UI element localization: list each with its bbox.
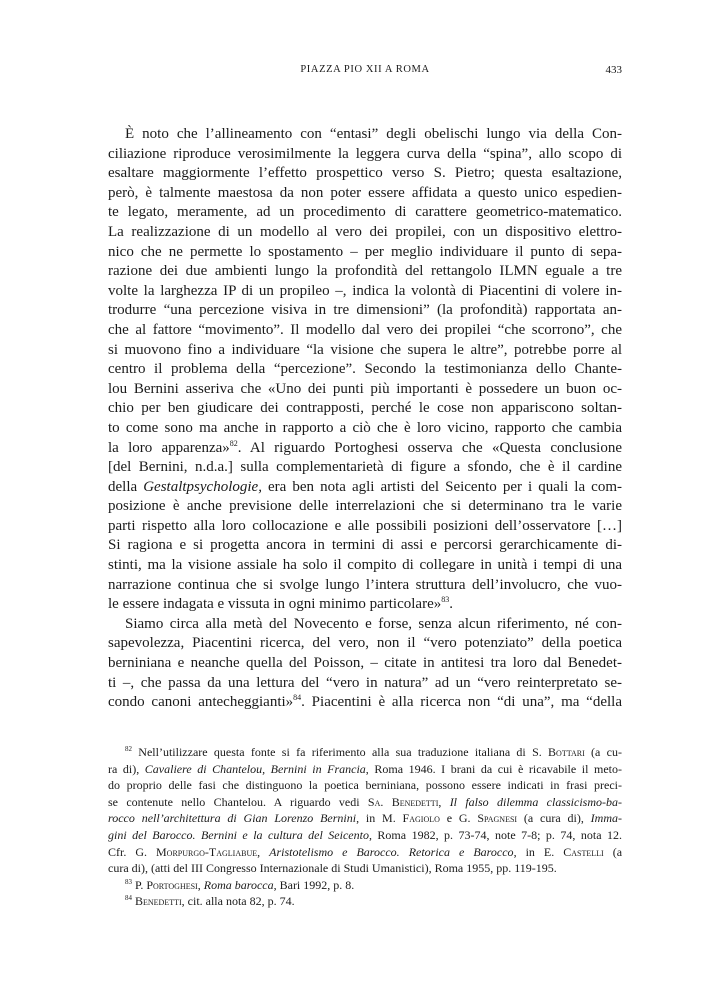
text-line: narrazione continua che si svolge lungo l’intera struttura dell’involucro, che vuo- [108,576,622,593]
text-line: Siamo circa alla metà del Novecento e forse, senza alcun riferimento, né con- [125,615,622,632]
text-line: lou Bernini asseriva che «Uno dei punti più importanti è possedere un buon oc- [108,380,622,397]
author-name: Benedetti [135,894,182,909]
text-run: Nell’utilizzare questa fonte si fa riferimento alla sua traduzione italiana di S. [138,745,549,759]
text-line: chio per ben giudicare dei contrapposti, perché le cose non appariscono soltan- [108,400,622,417]
footnote-82-line [108,810,622,827]
text-line: parti rispetto alla loro collocazione e alle possibili posizioni dell’osservatore […] [108,517,622,534]
text-run: (a cura di), [517,811,591,826]
text-line: però, è talmente maestosa da non poter essere affidata a questo unico espedien- [108,184,622,201]
note-ref-83[interactable]: 83 [441,595,450,605]
text-line: ciliazione riproduce verosimilmente la leggera curva della “spina”, allo scopo di [108,145,622,162]
text-run: , [257,844,270,859]
book-title: Aristotelismo e Barocco. Retorica e Barocco [269,844,514,859]
text-line: si muovono fino a individuare “la visione che supera le altre”, potrebbe porre al [108,341,622,358]
text-line: esaltare maggiormente l’effetto prospettico verso S. Pietro; questa esaltazione, [108,165,622,182]
text-line [108,478,622,498]
book-title: Roma barocca [203,877,274,892]
text-run: (a cu- [584,745,622,759]
footnote-number: 82 [125,745,132,753]
text-run: , in E. [513,844,564,859]
footnote-number: 84 [125,894,132,903]
text-line: La realizzazione di un modello al vero dei propilei, con un dispositivo elettro- [108,223,622,240]
text-run: Cfr. G. [108,844,157,859]
text-run: della [108,478,144,495]
text-line: che al fattore “movimento”. Il modello dal vero dei propilei “che scorrono”, che [108,321,622,338]
text-line: posizione è anche previsione delle interrelazioni che si determinano tra le varie [108,498,622,515]
text-line [108,693,622,713]
text-run: se contenute nello Chantelou. A riguardo vedi [108,794,368,809]
text-run: , in M. [356,811,403,826]
text-run: e G. [439,811,478,826]
text-run: , cit. alla nota 82, p. 74. [181,894,295,909]
author-name: Bottari [548,745,585,759]
footnote-number: 83 [125,877,132,886]
author-name: Spagnesi [477,811,518,826]
text-run: , [438,794,450,809]
book-title: gini del Barocco. Bernini e la cultura del Seicento [108,827,369,842]
text-run: . Piacentini è alla ricerca non “di una”, ma “della [301,694,622,711]
text-line: stinti, ma la visione assiale ha solo il compito di collegare in unità i tempi di una [108,557,622,574]
text-line: volte la larghezza IP di un propileo –, indica la volontà di Piacentini di volere in- [108,282,622,299]
text-line: berniniana e neanche quella del Poisson, – citate in antitesi tra loro dal Benedet- [108,655,622,672]
footnote-82-line: do proprio delle fasi che distinguono la poetica berniniana, possono essere indicati in frasi preci- [108,778,622,793]
text-run: . [449,596,453,613]
author-name: Fagiolo [402,811,440,826]
footnote-82-line [108,744,622,761]
footnote-82-line: cura di), (atti del III Congresso Internazionale di Studi Umanistici), Roma 1955, pp. 119-195. [108,861,557,876]
text-run: le essere indagata e vissuta in ogni minimo particolare» [108,596,442,613]
footnote-82-line [108,844,622,861]
text-line: È noto che l’allineamento con “entasi” degli obelischi lungo via della Con- [125,126,622,142]
text-line: ti –, che passa da una lettura del “vero in natura” ad un “vero reinterpretato se- [108,674,622,691]
text-run: (a [603,844,623,859]
paragraph-1 [108,125,622,615]
running-header [108,64,622,84]
text-run: condo canoni antecheggianti» [108,694,294,711]
text-run: , Roma 1982, p. 73-74, note 7-8; p. 74, nota 12. [368,827,622,842]
book-title: Cavaliere di Chantelou, Bernini in Francia [144,761,366,776]
text-run: , [197,877,204,892]
book-title: Il falso dilemma classicismo-ba- [449,794,622,809]
footnote-82-line [108,761,622,778]
paragraph-2 [108,615,622,713]
text-run: , Bari 1992, p. 8. [273,877,355,892]
text-run: la loro apparenza» [108,439,230,456]
text-line: nico che ne permette lo spostamento – per meglio individuare il punto di sepa- [108,243,622,260]
body-text [108,125,622,713]
footnote-84 [108,893,622,910]
text-line [108,439,622,459]
text-line: trodurre “una percezione visiva in tre dimensioni” (la profondità) rapportata an- [108,302,622,319]
text-line: to come sono ma anche in rapporto a ciò che è loro vicino, rapporto che cambia [108,419,622,436]
author-name: Portoghesi [146,877,198,892]
footnotes [108,744,622,910]
footnote-83 [108,877,622,894]
author-name: Morpurgo-Tagliabue [156,844,258,859]
author-name: Sa. Benedetti [367,794,439,809]
note-ref-84[interactable]: 84 [293,693,302,703]
text-line: Si ragiona e si progetta ancora in termini di assi e percorsi gerarchicamente di- [108,537,622,554]
text-line [108,595,622,615]
text-line: centro il problema della “percezione”. Secondo la testimonianza dello Chante- [108,361,622,378]
page-number: 433 [605,64,622,76]
text-line: razione dei due ambienti lungo la profondità del rettangolo ILMN eguale a tre [108,263,622,280]
text-run: , Roma 1946. I brani da cui è ricavabile il meto- [365,761,623,776]
note-ref-82[interactable]: 82 [229,438,238,448]
text-line: te legato, meramente, ad un procedimento di carattere geometrico-matematico. [108,204,622,221]
text-run: ra di), [108,761,145,776]
footnote-82-line [108,794,622,811]
text-run: . Al riguardo Portoghesi osserva che «Questa conclusione [237,439,622,456]
text-run: era ben nota agli artisti del Seicento per i quali la com- [261,478,622,495]
text-run: P. [135,877,147,892]
text-line: sapevolezza, Piacentini ricerca, del vero, non il “vero potenziato” della poetica [108,635,622,652]
footnote-82-line [108,827,622,844]
author-name: Castelli [563,844,604,859]
text-line: [del Bernini, n.d.a.] sulla complementarietà di figure a sfondo, che è il cardine [108,459,622,476]
italic-term: Gestaltpsychologie, [143,478,262,495]
running-title: PIAZZA PIO XII A ROMA [300,64,430,75]
book-title: rocco nell’architettura di Gian Lorenzo Bernini [108,811,357,826]
book-title: Imma- [590,811,622,826]
